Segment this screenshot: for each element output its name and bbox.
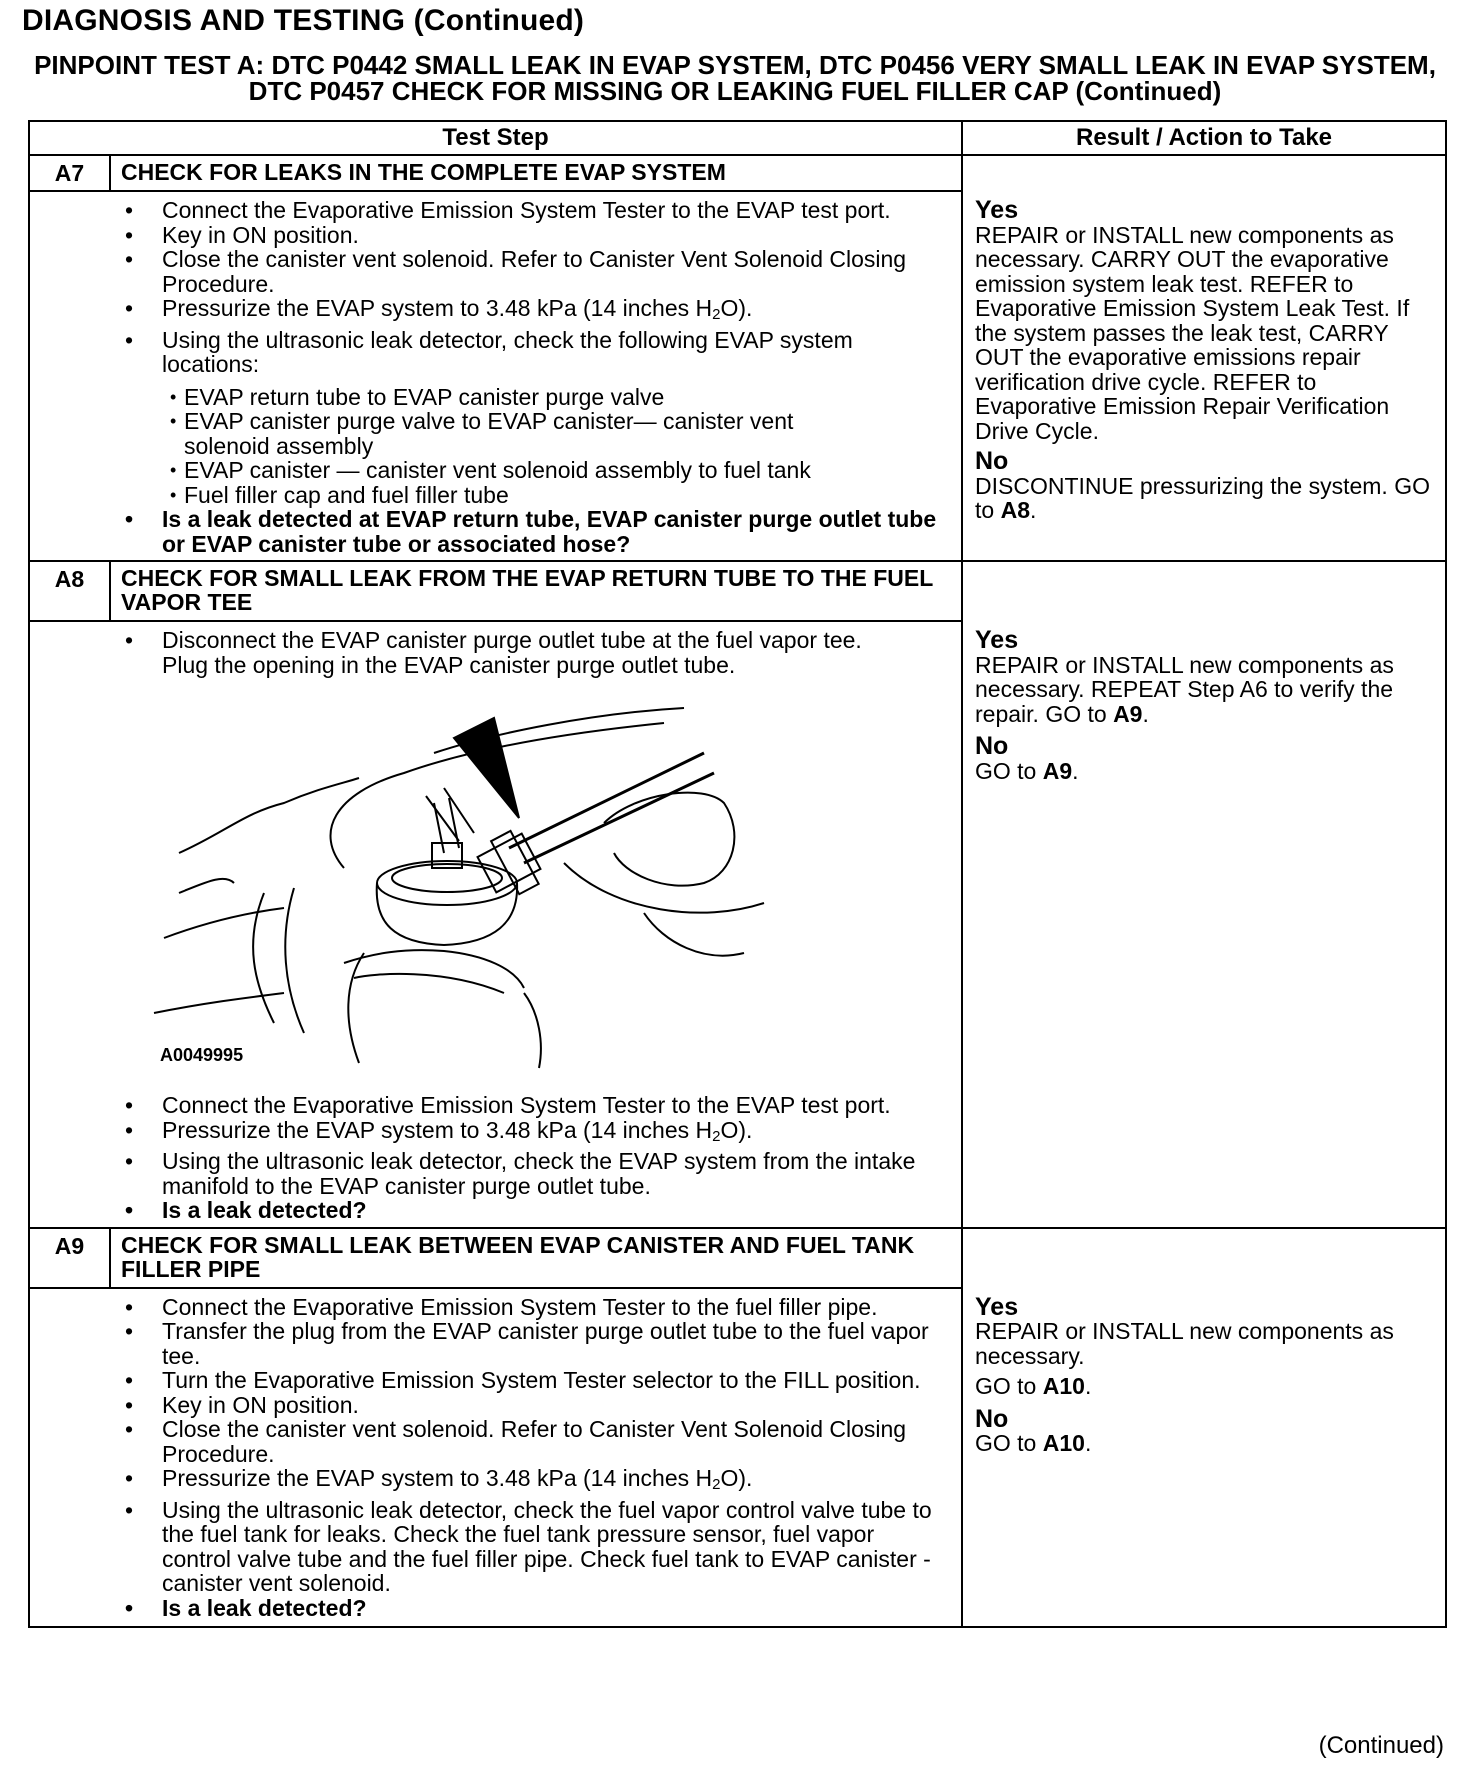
- step-body-a9: [29, 1288, 962, 1628]
- step-id-a8: A8: [29, 561, 110, 621]
- step-question: • Is a leak detected?: [30, 1596, 941, 1621]
- list-item: • Disconnect the EVAP canister purge outlet tube at the fuel vapor tee. Plug the opening in the EVAP canister purge outlet tube.: [30, 628, 941, 677]
- result-no-label: No: [975, 732, 1009, 760]
- step-a7-title-row: [29, 155, 1446, 191]
- result-yes-text: REPAIR or INSTALL new components as necessary.: [975, 1318, 1394, 1369]
- list-item: • Pressurize the EVAP system to 3.48 kPa (14 inches $H_2O$).: [30, 1466, 941, 1498]
- list-item: • Pressurize the EVAP system to 3.48 kPa (14 inches $H_2O$).: [30, 1118, 941, 1150]
- result-no-label: No: [975, 447, 1009, 475]
- result-no-text: GO to A9.: [975, 757, 1079, 784]
- result-a8: [962, 561, 1446, 1228]
- step-id-a7: A7: [29, 155, 110, 191]
- list-item: • Using the ultrasonic leak detector, check the fuel vapor control valve tube to the fuel tank for leaks. Check the fuel tank pressure sensor, fuel vapor control valve tube and the fuel filler pipe. Check fuel tank to EVAP canister - canister vent solenoid.: [30, 1498, 941, 1596]
- list-item: • Close the canister vent solenoid. Refer to Canister Vent Solenoid Closing Procedure.: [30, 247, 941, 296]
- result-no-text: GO to A10.: [975, 1430, 1092, 1456]
- col-result: Result / Action to Take: [962, 121, 1446, 155]
- result-no-label: No: [975, 1404, 1009, 1433]
- result-yes-text: REPAIR or INSTALL new components as necessary. REPEAT Step A6 to verify the repair. GO to A9.: [975, 651, 1394, 727]
- step-body-a7: [29, 191, 962, 561]
- continued-label: (Continued): [1318, 1732, 1444, 1759]
- step-title-a7: CHECK FOR LEAKS IN THE COMPLETE EVAP SYSTEM: [110, 155, 962, 191]
- result-yes-text: REPAIR or INSTALL new components as necessary. CARRY OUT the evaporative emission system leak test. REFER to Evaporative Emission System Leak Test. If the system passes the leak test, CARRY OUT the evaporative emissions repair verification drive cycle. REFER to Evaporative Emission Repair Verification Drive Cycle.: [975, 221, 1410, 444]
- sub-list-item: • EVAP return tube to EVAP canister purge valve: [30, 385, 881, 410]
- page-heading: DIAGNOSIS AND TESTING (Continued): [22, 4, 585, 37]
- step-body-a8: [29, 621, 962, 1228]
- step-question: • Is a leak detected?: [30, 1198, 941, 1223]
- list-item: • Key in ON position.: [30, 223, 941, 248]
- sub-list-item: • EVAP canister purge valve to EVAP canister— canister vent solenoid assembly: [30, 409, 881, 458]
- step-title-a8: CHECK FOR SMALL LEAK FROM THE EVAP RETURN TUBE TO THE FUEL VAPOR TEE: [110, 561, 962, 621]
- step-a8-title-row: [29, 561, 1446, 621]
- list-item: • Connect the Evaporative Emission System Tester to the fuel filler pipe.: [30, 1295, 941, 1320]
- result-yes-goto: GO to A10.: [975, 1373, 1092, 1399]
- col-test-step: Test Step: [29, 121, 962, 155]
- list-item: • Using the ultrasonic leak detector, check the following EVAP system locations: • EVAP return tube to EVAP canister purge valve • EVAP canister purge valve to EVAP canister— canister vent solenoid assembly • EVAP canister — canister vent solenoid assembly to fuel tank • Fuel filler cap and fuel filler tube: [30, 328, 941, 508]
- list-item: • Pressurize the EVAP system to 3.48 kPa (14 inches $H_2O$).: [30, 296, 941, 328]
- list-item: • Transfer the plug from the EVAP canister purge outlet tube to the fuel vapor tee.: [30, 1319, 941, 1368]
- result-a7: [962, 155, 1446, 561]
- list-item: • Connect the Evaporative Emission System Tester to the EVAP test port.: [30, 198, 941, 223]
- step-title-a9: CHECK FOR SMALL LEAK BETWEEN EVAP CANISTER AND FUEL TANK FILLER PIPE: [110, 1228, 962, 1288]
- sub-list-item: • Fuel filler cap and fuel filler tube: [30, 483, 881, 508]
- table-header-row: [29, 121, 1446, 155]
- result-yes-label: Yes: [975, 196, 1019, 224]
- fuel-vapor-tee-illustration: [144, 693, 844, 1073]
- step-id-a9: A9: [29, 1228, 110, 1288]
- step-a9-title-row: [29, 1228, 1446, 1288]
- step-question: • Is a leak detected at EVAP return tube, EVAP canister purge outlet tube or EVAP canister tube or associated hose?: [30, 507, 941, 556]
- list-item: • Connect the Evaporative Emission System Tester to the EVAP test port.: [30, 1093, 941, 1118]
- pinpoint-test-title: PINPOINT TEST A: DTC P0442 SMALL LEAK IN EVAP SYSTEM, DTC P0456 VERY SMALL LEAK IN EVAP SYSTEM, DTC P0457 CHECK FOR MISSING OR LEAKING FUEL FILLER CAP (Continued): [34, 50, 1436, 106]
- result-yes-label: Yes: [975, 1292, 1019, 1321]
- result-no-text: DISCONTINUE pressurizing the system. GO to A8.: [975, 472, 1430, 523]
- list-item: • Using the ultrasonic leak detector, check the EVAP system from the intake manifold to the EVAP canister purge outlet tube.: [30, 1149, 941, 1198]
- list-item: • Turn the Evaporative Emission System Tester selector to the FILL position.: [30, 1368, 941, 1393]
- result-yes-label: Yes: [975, 626, 1019, 654]
- figure-fuel-vapor-tee: [30, 693, 961, 1093]
- list-item: • Key in ON position.: [30, 1393, 941, 1418]
- test-step-table: [28, 120, 1447, 1628]
- sub-list-item: • EVAP canister — canister vent solenoid assembly to fuel tank: [30, 458, 881, 483]
- figure-label: A0049995: [160, 1045, 244, 1065]
- result-a9: [962, 1228, 1446, 1628]
- list-item: • Close the canister vent solenoid. Refer to Canister Vent Solenoid Closing Procedure.: [30, 1417, 941, 1466]
